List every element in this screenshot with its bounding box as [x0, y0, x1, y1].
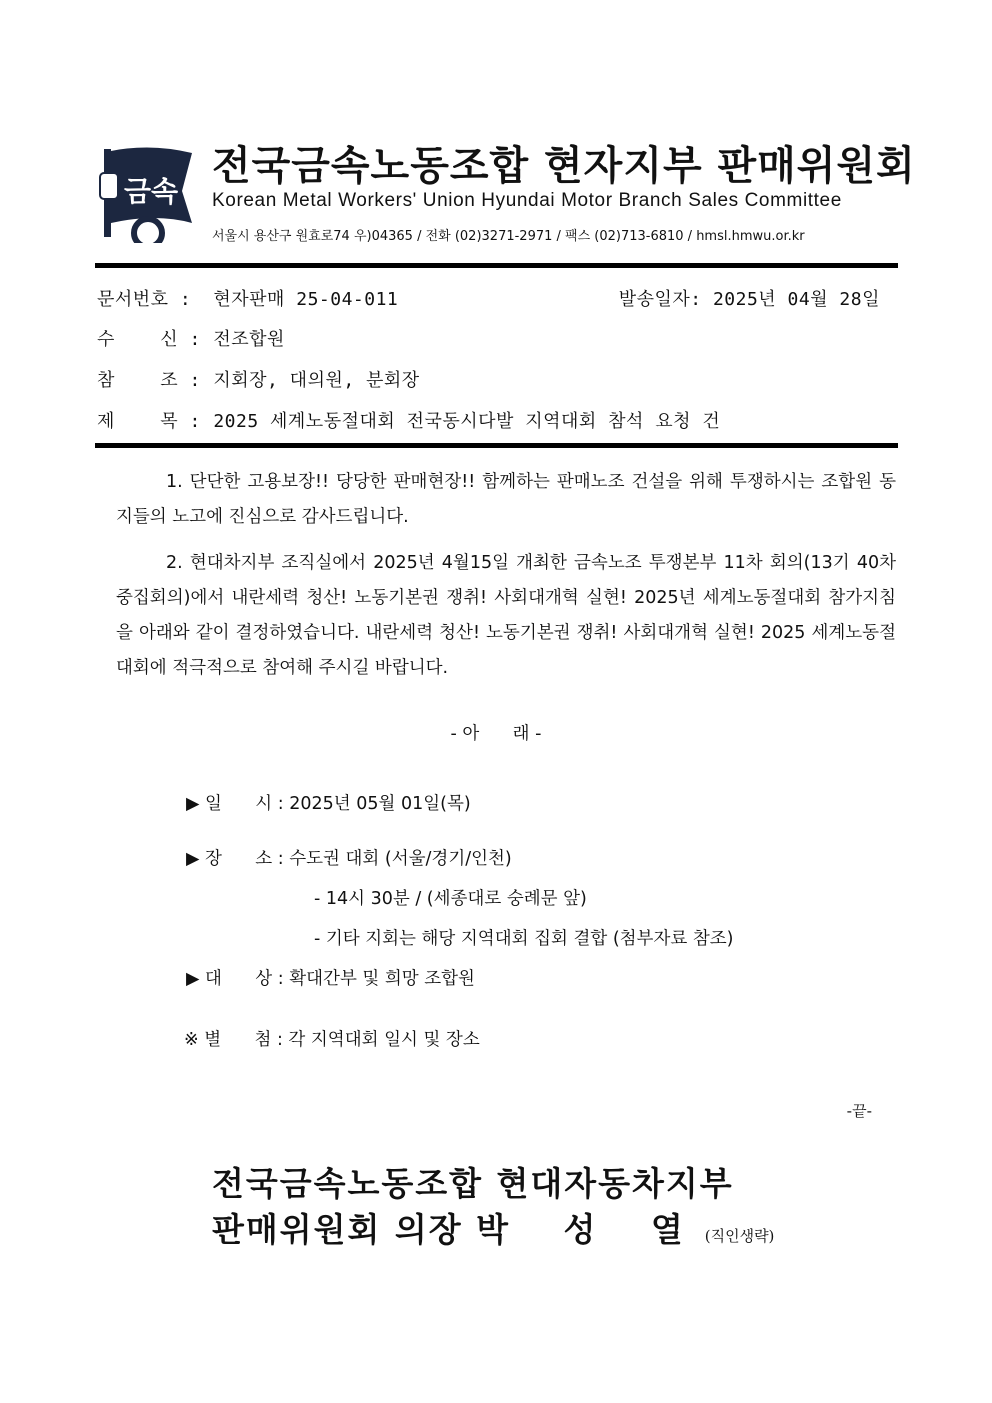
body-paragraph-1	[116, 465, 896, 535]
signature-prefix: 판매위원회 의장	[212, 1210, 477, 1249]
item-place-sub-2: - 기타 지회는 해당 지역대회 집회 결합 (첨부자료 참조)	[314, 929, 734, 949]
item-attachment: ※ 별 첨 : 각 지역대회 일시 및 장소	[184, 1030, 480, 1050]
send-date: 발송일자: 2025년 04월 28일	[618, 289, 880, 310]
signature-line-2	[212, 1204, 774, 1251]
doc-number-label: 문서번호 :	[97, 289, 192, 310]
header-divider	[95, 263, 898, 268]
subject-row	[97, 407, 720, 433]
cc-row	[97, 366, 420, 392]
paragraph-2-text: 2. 현대차지부 조직실에서 2025년 4월15일 개최한 금속노조 투쟁본부 11차 회의(13기 40차 중집회의)에서 내란세력 청산! 노동기본권 쟁취! 사회대개혁 실현! 2025년 세계노동절대회 참가지침을 아래와 같이 결정하였습니다. 내란세력 청산! 노동기본권 쟁취! 사회대개혁 실현! 2025 세계노동절대회에 적극적으로 참여해 주시길 바랍니다.	[116, 553, 896, 678]
recipient-row	[97, 325, 285, 351]
body-paragraph-2	[116, 546, 896, 686]
org-subtitle: Korean Metal Workers' Union Hyundai Motor Branch Sales Committee	[212, 190, 842, 211]
item-time: ▶ 일 시 : 2025년 05월 01일(목)	[186, 794, 471, 814]
meta-divider	[95, 443, 898, 448]
below-heading: - 아 래 -	[450, 724, 542, 744]
end-mark: -끝-	[846, 1102, 872, 1120]
item-place: ▶ 장 소 : 수도권 대회 (서울/경기/인천)	[186, 849, 512, 869]
item-place-sub-1: - 14시 30분 / (세종대로 숭례문 앞)	[314, 889, 587, 909]
recipient: 전조합원	[213, 329, 285, 350]
subject: 2025 세계노동절대회 전국동시다발 지역대회 참석 요청 건	[213, 411, 721, 432]
subject-label: 제 목 :	[97, 411, 201, 432]
doc-number: 현자판매 25-04-011	[213, 289, 399, 310]
logo-text: 금속	[123, 175, 179, 208]
item-target: ▶ 대 상 : 확대간부 및 희망 조합원	[186, 969, 475, 989]
seal-omitted-note: (직인생략)	[704, 1227, 775, 1245]
org-address: 서울시 용산구 원효로74 우)04365 / 전화 (02)3271-2971 / 팩스 (02)713-6810 / hmsl.hmwu.or.kr	[212, 229, 805, 244]
signature-name: 박 성 열	[476, 1210, 705, 1249]
cc-label: 참 조 :	[97, 370, 201, 391]
signature-line-1: 전국금속노동조합 현대자동차지부	[212, 1164, 734, 1203]
union-logo	[96, 143, 200, 243]
org-title: 전국금속노동조합 현자지부 판매위원회	[212, 143, 916, 189]
doc-number-row	[97, 285, 398, 311]
cc: 지회장, 대의원, 분회장	[213, 370, 420, 391]
recipient-label: 수 신 :	[97, 329, 201, 350]
paragraph-1-text: 1. 단단한 고용보장!! 당당한 판매현장!! 함께하는 판매노조 건설을 위해 투쟁하시는 조합원 동지들의 노고에 진심으로 감사드립니다.	[116, 472, 896, 527]
